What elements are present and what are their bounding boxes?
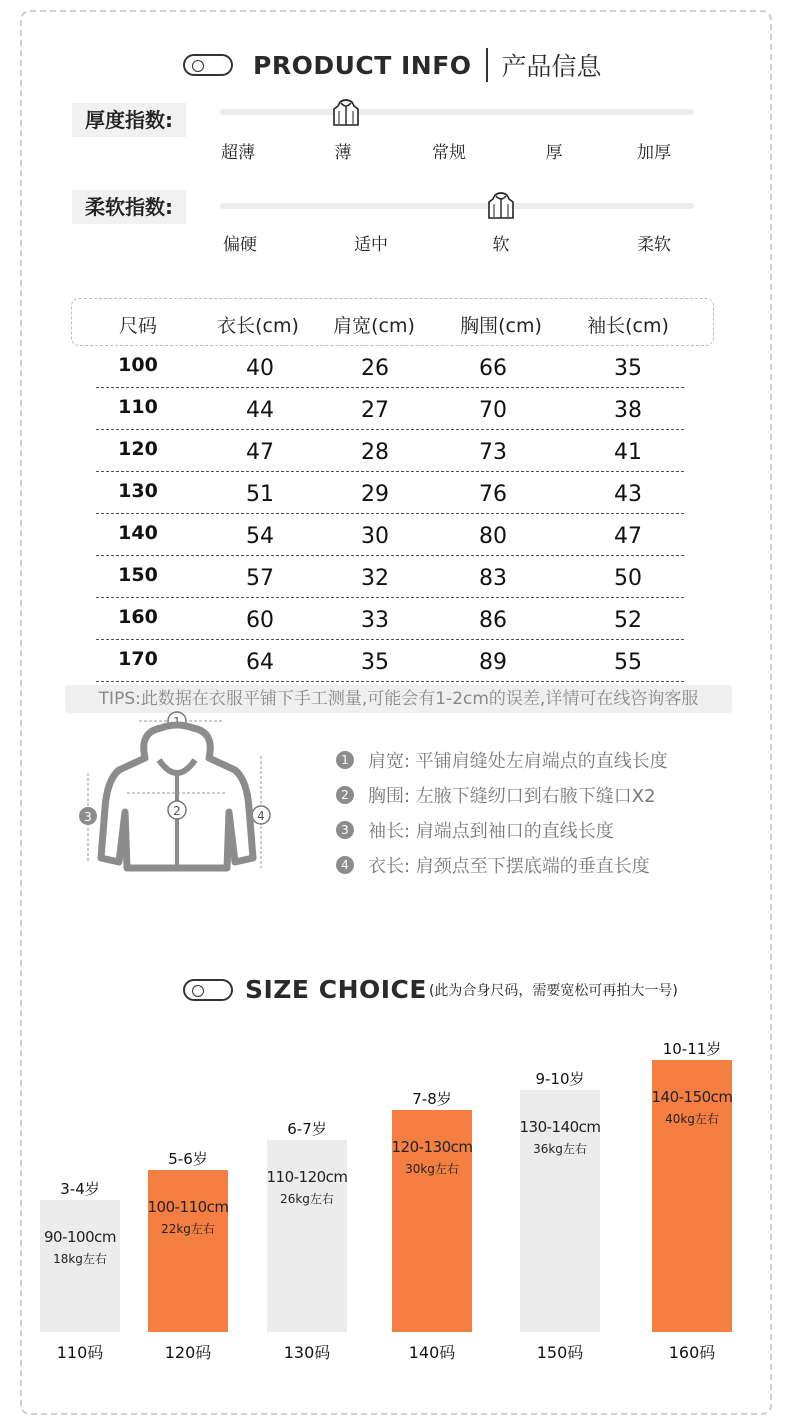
height-range: 140-150cm [651,1088,733,1106]
cell-size: 110 [118,396,158,418]
table-cell: 43 [614,482,642,507]
cell-size: 130 [118,480,158,502]
measure-text: 衣长: 肩颈点至下摆底端的垂直长度 [368,855,650,877]
table-cell: 50 [614,566,642,591]
cell-size: 150 [118,564,158,586]
weight-label: 22kg左右 [161,1222,215,1236]
softness-track [220,203,694,209]
table-cell: 47 [246,440,274,465]
jacket-measure-diagram [75,708,275,878]
age-label: 7-8岁 [412,1090,452,1108]
measure-num: 3 [336,821,354,839]
table-cell: 60 [246,608,274,633]
product-info-header [183,47,602,83]
size-table-header [71,298,714,346]
thickness-track [220,109,694,115]
table-cell: 47 [614,524,642,549]
header-sleeve: 袖长(cm) [587,315,669,337]
table-cell: 30 [361,524,389,549]
tips-note: TIPS:此数据在衣服平铺下手工测量,可能会有1-2cm的误差,详情可在线咨询客服 [65,685,732,713]
product-info-title-en: PRODUCT INFO [253,50,472,80]
softness-label: 柔软指数: [72,190,186,224]
toggle-pill-icon [183,979,233,1001]
weight-label: 40kg左右 [665,1112,719,1126]
softness-tick: 偏硬 [223,235,257,255]
table-cell: 35 [361,650,389,675]
height-range: 130-140cm [519,1118,601,1136]
header-size: 尺码 [118,315,158,337]
age-label: 9-10岁 [535,1070,585,1088]
size-code: 140码 [408,1343,456,1362]
age-label: 5-6岁 [168,1150,208,1168]
size-code: 160码 [668,1343,716,1362]
table-cell: 64 [246,650,274,675]
height-range: 120-130cm [391,1138,473,1156]
measure-num: 1 [336,751,354,769]
table-row [96,514,684,556]
product-info-title-cn: 产品信息 [501,52,602,81]
table-cell: 29 [361,482,389,507]
table-row [96,472,684,514]
thickness-tick: 常规 [432,143,466,163]
measure-item [336,812,668,847]
table-cell: 86 [479,608,507,633]
cell-size: 120 [118,438,158,460]
age-label: 10-11岁 [662,1040,722,1058]
cell-size: 140 [118,522,158,544]
table-cell: 54 [246,524,274,549]
table-row [96,430,684,472]
height-range: 100-110cm [147,1198,229,1216]
table-cell: 38 [614,398,642,423]
table-cell: 73 [479,440,507,465]
table-row [96,640,684,682]
size-bar [148,1170,228,1332]
table-cell: 27 [361,398,389,423]
measure-marker-4: 4 [257,809,265,823]
table-cell: 76 [479,482,507,507]
table-row [96,388,684,430]
size-code: 150码 [536,1343,584,1362]
header-divider [486,48,488,82]
table-cell: 51 [246,482,274,507]
size-choice-title: SIZE CHOICE [245,975,427,1004]
table-cell: 26 [361,356,389,381]
table-row [96,598,684,640]
table-cell: 55 [614,650,642,675]
softness-tick: 软 [492,235,510,255]
age-label: 3-4岁 [60,1180,100,1198]
thickness-tick: 超薄 [221,143,255,163]
header-shoulder: 肩宽(cm) [333,315,415,337]
table-cell: 57 [246,566,274,591]
weight-label: 30kg左右 [405,1162,459,1176]
table-cell: 28 [361,440,389,465]
cell-size: 170 [118,648,158,670]
table-row [96,556,684,598]
softness-tick: 柔软 [637,235,671,255]
measure-item [336,847,668,882]
table-cell: 32 [361,566,389,591]
size-code: 120码 [164,1343,212,1362]
header-chest: 胸围(cm) [460,315,542,337]
measure-marker-3: 3 [84,810,92,824]
table-cell: 66 [479,356,507,381]
measure-text: 胸围: 左腋下缝纫口到右腋下缝口X2 [368,785,656,807]
measure-list [336,742,668,882]
table-cell: 35 [614,356,642,381]
measure-marker-2: 2 [173,804,181,818]
weight-label: 36kg左右 [533,1142,587,1156]
table-cell: 80 [479,524,507,549]
size-code: 130码 [283,1343,331,1362]
toggle-pill-icon [183,54,233,76]
jacket-marker-icon [485,190,517,222]
table-cell: 41 [614,440,642,465]
measure-item [336,742,668,777]
height-range: 90-100cm [44,1228,116,1246]
measure-item [336,777,668,812]
thickness-label: 厚度指数: [72,103,186,137]
table-cell: 83 [479,566,507,591]
cell-size: 160 [118,606,158,628]
table-cell: 40 [246,356,274,381]
measure-num: 2 [336,786,354,804]
measure-num: 4 [336,856,354,874]
measure-text: 肩宽: 平铺肩缝处左肩端点的直线长度 [368,750,668,772]
table-cell: 70 [479,398,507,423]
height-range: 110-120cm [266,1168,348,1186]
cell-size: 100 [118,354,158,376]
table-cell: 44 [246,398,274,423]
softness-tick: 适中 [354,235,388,255]
weight-label: 26kg左右 [280,1192,334,1206]
table-cell: 33 [361,608,389,633]
header-length: 衣长(cm) [217,315,299,337]
age-label: 6-7岁 [287,1120,327,1138]
size-choice-note: (此为合身尺码，需要宽松可再拍大一号) [428,983,678,999]
table-cell: 52 [614,608,642,633]
thickness-tick: 薄 [334,143,352,163]
table-cell: 89 [479,650,507,675]
thickness-tick: 加厚 [637,143,671,163]
thickness-tick: 厚 [545,143,563,163]
table-row [96,346,684,388]
weight-label: 18kg左右 [53,1252,107,1266]
measure-text: 袖长: 肩端点到袖口的直线长度 [368,820,614,842]
size-code: 110码 [56,1343,104,1362]
size-choice-header [183,975,678,1004]
jacket-marker-icon [330,97,362,129]
